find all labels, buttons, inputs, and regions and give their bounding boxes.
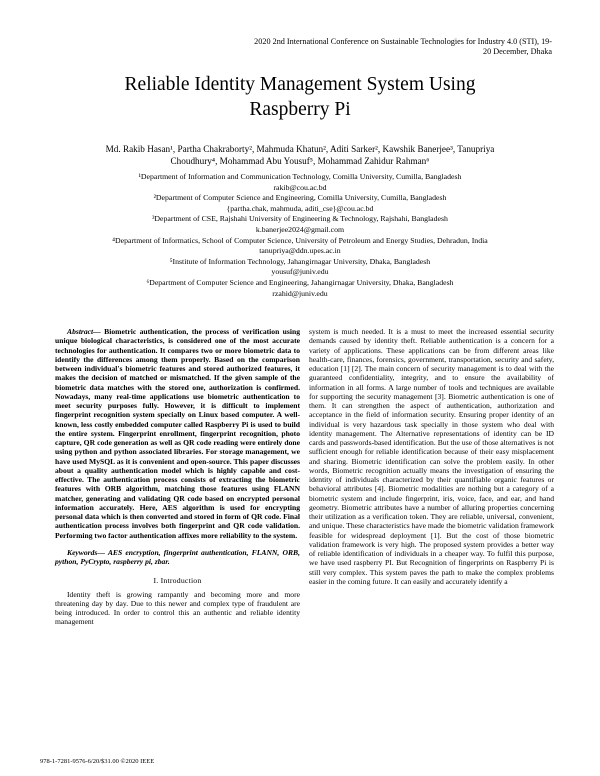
affiliation-5: ⁵Institute of Information Technology, Jahangirnagar University, Dhaka, Bangladesh xyxy=(169,256,431,266)
keywords-text: AES encryption, fingerprint authentication, FLANN, ORB, python, PyCrypto, raspberry pi, zbar. xyxy=(55,547,300,566)
affiliation-6: ⁶Department of Computer Science and Engineering, Jahangirnagar University, Dhaka, Bangladesh xyxy=(146,277,454,287)
affiliations xyxy=(40,172,560,299)
section-heading-introduction: I. Introduction xyxy=(153,576,202,586)
authors-line-2: Choudhury⁴, Mohammad Abu Yousuf⁵, Mohammad Zahidur Rahman⁶ xyxy=(170,156,430,166)
keywords-label: Keywords— xyxy=(67,547,105,557)
left-column xyxy=(55,327,300,627)
affiliation-2: ²Department of Computer Science and Engineering, Comilla University, Cumilla, Bangladesh xyxy=(153,193,447,203)
affiliation-6-email: rzahid@juniv.edu xyxy=(272,288,328,298)
title-line-1: Reliable Identity Management System Using xyxy=(124,74,476,95)
title-line-2: Raspberry Pi xyxy=(249,99,351,120)
author-list xyxy=(66,143,534,167)
abstract-label: Abstract— xyxy=(67,327,101,336)
intro-continued-paragraph: system is much needed. It is a must to meet the increased essential security demands caused by identity theft. Reliable authentication is a concern for a variety of applications. These applications can be from different areas like health-care, finances, forensics, government, transportation, security and safety, education [1] [2]. The main concern of security management is to deal with the guaranteed confidentiality, integrity, and to ensure the availability of information in all forms. A large number of tools and techniques are available for supporting the security management [3]. Biometric authentication is one of them. It can strengthen the aspect of authentication, authorization and acceptance in the field of information security. Ensuring proper identity of an individual is very hazardous task specially in those system who deal with identity management. The Alternative representations of identity can be ID cards and passwords-based identification. But the use of those alternatives is not sufficient enough for reliable identification because of their easy misplacement and sharing. Biometric identification can solve the problem easily. In other words, Biometric recognition actually means the investigation of ensuring the identity of individuals characterized by their quantifiable organic features or behavioral attributes [4]. Biometric modalities are nothing but a category of a biometric system and include fingerprint, iris, voice, face, and ear, and hand geometry. Biometric attributes have a number of alluring properties concerning their utilization as a verification token. They are reliable, universal, convenient, and unique. These characteristics have made the biometric validation framework feasible for widespread deployment [1]. But the cost of those biometric validation framework is very high. The proposed system provides a better way of reliable identification of individuals in a cheaper way. To fulfil this purpose, we have used raspberry PI. But Recognition of fingerprints on Raspberry Pi is still very complex. This system paves the path to make the complex problems easier in the coming future. It can easily and accurately identify a xyxy=(309,327,554,586)
copyright-footer: 978-1-7281-9576-6/20/$31.00 ©2020 IEEE xyxy=(40,758,155,765)
keywords xyxy=(55,548,300,567)
abstract xyxy=(55,327,300,540)
affiliation-3-email: k.banerjee2024@gmail.com xyxy=(255,224,345,234)
paper-title xyxy=(40,72,560,122)
affiliation-2-email: {partha.chak, mahmuda, aditi_cse}@cou.ac.bd xyxy=(226,203,374,213)
affiliation-5-email: yousuf@juniv.edu xyxy=(271,267,329,277)
affiliation-4-email: tanupriya@ddn.upes.ac.in xyxy=(259,246,341,256)
affiliation-1: ¹Department of Information and Communication Technology, Comilla University, Cumilla, Bangladesh xyxy=(138,172,462,181)
abstract-text: Biometric authentication, the process of verification using unique biological characteristics, is considered one of the most accurate technologies for authentication. It compares two or more biometric data to identify the differences among them properly. Based on the comparison between individual's biometric features and stored authorized features, it makes the decision of matched or mismatched. If the given sample of the biometric data matches with the stored one, authorization is confirmed. Nowadays, many real-time applications use biometric authentication to meet security purposes fully. However, it is difficult to implement fingerprint recognition system specially on Linux based computer. A well-known, less costly embedded computer called Raspberry Pi is used to build the entire system. Fingerprint enrollment, fingerprint recognition, photo capture, QR code generation as well as QR code reading were entirely done using python and python associated libraries. For storage management, we have used MySQL as it is convenient and open-source. This paper discusses about a quality authentication model which is highly capable and cost-effective. The authentication process consists of extracting the biometric features with ORB algorithm, matching those features using FLANN matcher, generating and validating QR code based on encrypted personal information accurately. Here, AES algorithm is used for encrypting personal data which is then converted and stored in form of QR code. Final authentication process involves both fingerprint and QR code validation. Performing two factor authentication affixes more reliability to the system. xyxy=(55,327,300,540)
affiliation-4: ⁴Department of Informatics, School of Computer Science, University of Petroleum and Energy Studies, Dehradun, India xyxy=(112,235,488,245)
authors-line-1: Md. Rakib Hasan¹, Partha Chakraborty², Mahmuda Khatun², Aditi Sarker², Kawshik Banerjee³, Tanupriya xyxy=(105,144,495,154)
affiliation-1-email: rakib@cou.ac.bd xyxy=(273,182,327,192)
conference-header: 2020 2nd International Conference on Sustainable Technologies for Industry 4.0 (STI), 19-20 December, Dhaka xyxy=(254,37,552,56)
affiliation-3: ³Department of CSE, Rajshahi University of Engineering & Technology, Rajshahi, Bangladesh xyxy=(152,214,448,224)
right-column xyxy=(309,327,554,586)
intro-paragraph: Identity theft is growing rampantly and becoming more and more threatening day by day. Due to this newer and complex type of fraudulent are being introduced. In order to control this an authentic and reliable identity management xyxy=(55,589,300,627)
